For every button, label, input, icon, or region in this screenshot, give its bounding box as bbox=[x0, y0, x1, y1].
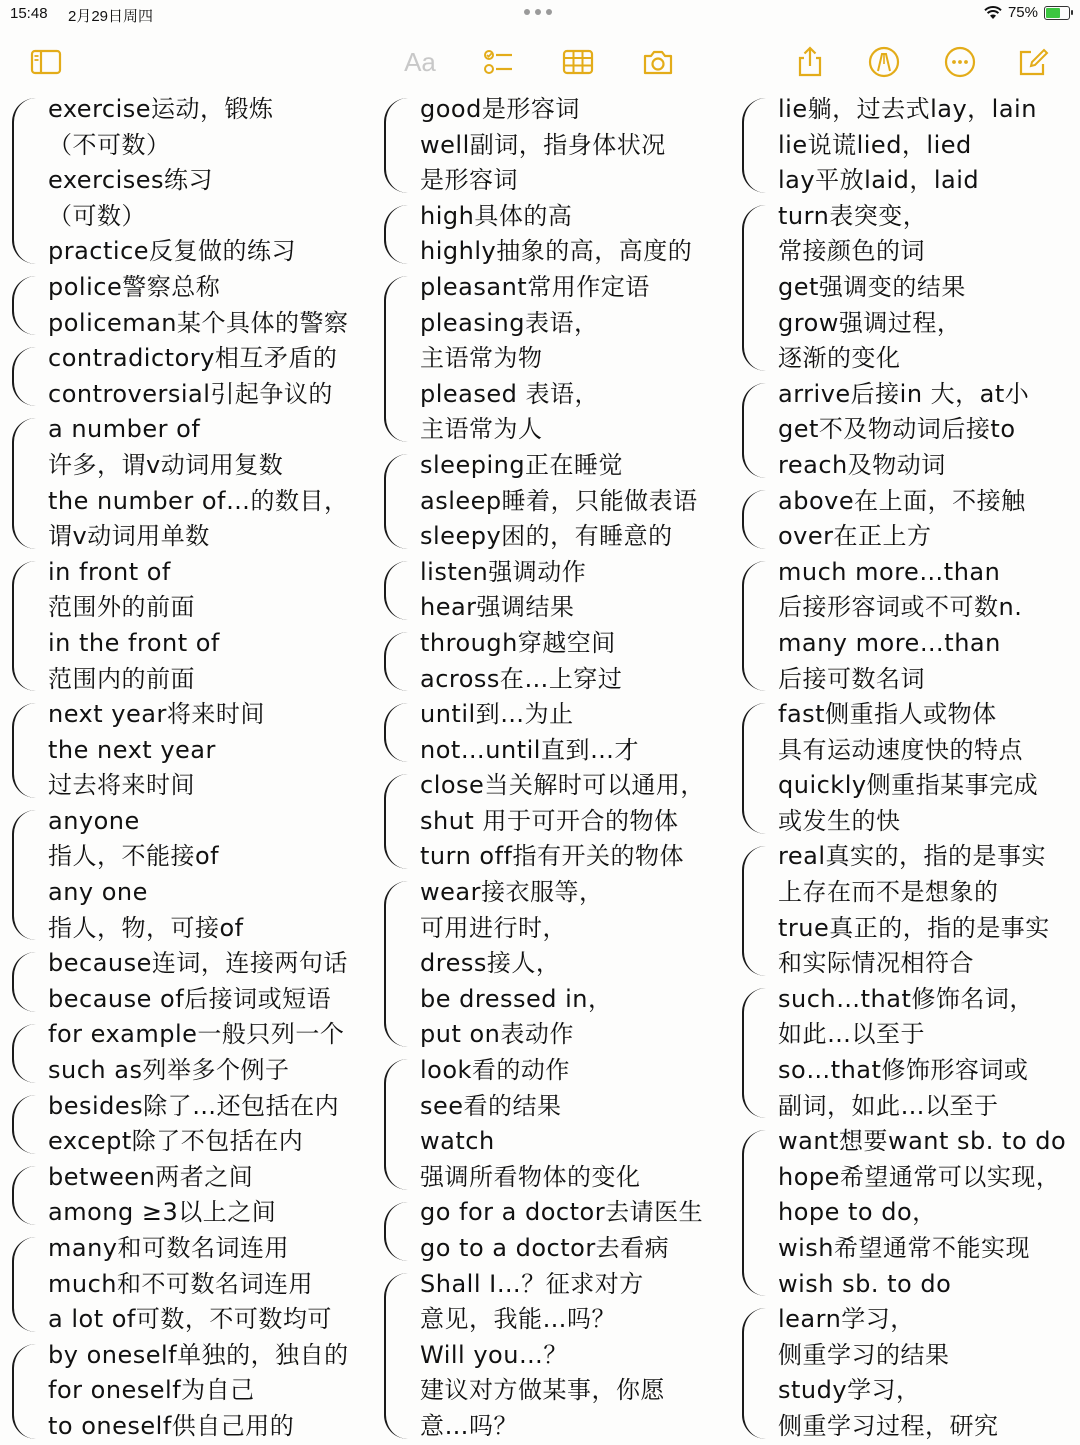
camera-button[interactable] bbox=[638, 42, 678, 82]
note-line: 许多，谓v动词用复数 bbox=[48, 450, 284, 479]
group-bracket bbox=[742, 383, 766, 478]
note-line: such as列举多个例子 bbox=[48, 1056, 290, 1085]
note-line: anyone bbox=[48, 806, 140, 835]
note-line: be dressed in， bbox=[420, 984, 613, 1013]
note-line: the next year bbox=[48, 735, 216, 764]
note-line: lie躺，过去式lay，lain bbox=[778, 95, 1037, 123]
note-line: 可用进行时， bbox=[420, 913, 567, 942]
note-line: much more…than bbox=[778, 557, 1001, 586]
note-line: sleeping正在睡觉 bbox=[420, 450, 624, 479]
group-bracket bbox=[12, 1095, 36, 1154]
group-bracket bbox=[384, 276, 408, 442]
note-line: get强调变的结果 bbox=[778, 272, 966, 301]
note-line: Will you…？ bbox=[420, 1340, 568, 1369]
note-line: many more…than bbox=[778, 628, 1001, 657]
wifi-icon bbox=[984, 6, 1002, 20]
notes-column-1 bbox=[48, 92, 349, 1445]
note-line: hope希望通常可以实现， bbox=[778, 1162, 1061, 1191]
note-line: pleased 表语， bbox=[420, 379, 600, 408]
note-line: real真实的，指的是事实 bbox=[778, 842, 1046, 871]
note-line: by oneself单独的，独自的 bbox=[48, 1340, 349, 1369]
note-line: grow强调过程， bbox=[778, 308, 962, 337]
group-bracket bbox=[384, 561, 408, 620]
note-line: policeman某个具体的警察 bbox=[48, 308, 349, 337]
group-bracket bbox=[12, 1237, 36, 1332]
note-line: good是形容词 bbox=[420, 95, 580, 123]
note-line: see看的结果 bbox=[420, 1091, 562, 1120]
note-line: hear强调结果 bbox=[420, 593, 575, 622]
note-line: 建议对方做某事，你愿 bbox=[420, 1376, 665, 1405]
note-line: close当关解时可以通用， bbox=[420, 771, 705, 800]
group-bracket bbox=[384, 1059, 408, 1189]
note-line: 副词，如此…以至于 bbox=[778, 1091, 999, 1120]
note-line: go for a doctor去请医生 bbox=[420, 1198, 704, 1227]
note-line: 谓v动词用单数 bbox=[48, 522, 210, 551]
group-bracket bbox=[742, 490, 766, 549]
note-line: 主语常为物 bbox=[420, 344, 543, 373]
note-line: such…that修饰名词， bbox=[778, 984, 1034, 1013]
note-line: the number of…的数目， bbox=[48, 486, 349, 515]
note-line: 上存在而不是想象的 bbox=[778, 878, 999, 907]
group-bracket bbox=[384, 205, 408, 264]
note-line: for oneself为自己 bbox=[48, 1376, 255, 1405]
battery-percent: 75% bbox=[1007, 4, 1038, 21]
note-line: through穿越空间 bbox=[420, 628, 616, 657]
note-line: 是形容词 bbox=[420, 166, 518, 195]
group-bracket bbox=[384, 1202, 408, 1261]
note-line: 后接可数名词 bbox=[778, 664, 925, 693]
status-indicators bbox=[984, 4, 1070, 21]
notes-column-2 bbox=[420, 92, 705, 1445]
share-icon bbox=[793, 45, 827, 79]
more-button[interactable] bbox=[940, 42, 980, 82]
group-bracket bbox=[742, 98, 766, 193]
note-line: （不可数） bbox=[48, 130, 171, 159]
group-bracket bbox=[742, 205, 766, 371]
note-line: wish sb. to do bbox=[778, 1269, 952, 1298]
group-bracket bbox=[12, 952, 36, 1011]
note-line: any one bbox=[48, 878, 148, 907]
note-line: besides除了…还包括在内 bbox=[48, 1091, 340, 1120]
note-line: （可数） bbox=[48, 201, 146, 230]
note-line: 侧重学习的结果 bbox=[778, 1340, 950, 1369]
note-line: 后接形容词或不可数n. bbox=[778, 593, 1023, 622]
note-line: hope to do， bbox=[778, 1198, 937, 1227]
note-line: asleep睡着，只能做表语 bbox=[420, 486, 698, 515]
group-bracket bbox=[12, 561, 36, 691]
note-line: dress接人， bbox=[420, 949, 561, 978]
notes-toolbar bbox=[0, 36, 1080, 86]
note-line: police警察总称 bbox=[48, 272, 221, 301]
pen-tip-icon bbox=[867, 45, 901, 79]
note-line: 过去将来时间 bbox=[48, 771, 195, 800]
note-line: practice反复做的练习 bbox=[48, 237, 297, 266]
note-line: put on表动作 bbox=[420, 1020, 574, 1049]
group-bracket bbox=[742, 988, 766, 1118]
note-line: turn表突变， bbox=[778, 201, 928, 230]
group-bracket bbox=[12, 347, 36, 406]
group-bracket bbox=[12, 810, 36, 940]
note-line: to oneself供自己用的 bbox=[48, 1411, 295, 1440]
note-line: true真正的，指的是事实 bbox=[778, 913, 1050, 942]
note-line: 和实际情况相符合 bbox=[778, 949, 974, 978]
table-icon bbox=[561, 45, 595, 79]
note-line: among ≥3以上之间 bbox=[48, 1198, 277, 1227]
note-line: look看的动作 bbox=[420, 1056, 570, 1085]
note-line: 范围内的前面 bbox=[48, 664, 195, 693]
note-line: in the front of bbox=[48, 628, 220, 657]
group-bracket bbox=[384, 881, 408, 1047]
note-line: Shall I…？征求对方 bbox=[420, 1269, 644, 1298]
note-line: 主语常为人 bbox=[420, 415, 543, 444]
camera-icon bbox=[641, 45, 675, 79]
note-line: shut 用于可开合的物体 bbox=[420, 806, 679, 835]
note-line: go to a doctor去看病 bbox=[420, 1234, 670, 1262]
note-line: across在…上穿过 bbox=[420, 664, 623, 693]
note-line: much和不可数名词连用 bbox=[48, 1269, 313, 1298]
group-bracket bbox=[384, 1273, 408, 1439]
note-line: arrive后接in 大，at小 bbox=[778, 379, 1030, 408]
multitasking-dots[interactable] bbox=[524, 9, 552, 15]
note-line: pleasant常用作定语 bbox=[420, 272, 650, 301]
note-line: for example一般只列一个 bbox=[48, 1020, 345, 1049]
sidebar-icon bbox=[29, 45, 63, 79]
note-line: a lot of可数，不可数均可 bbox=[48, 1305, 332, 1334]
note-line: 范围外的前面 bbox=[48, 593, 195, 622]
group-bracket bbox=[12, 1344, 36, 1439]
format-button[interactable]: Aa bbox=[404, 46, 436, 77]
markup-button[interactable] bbox=[864, 42, 904, 82]
note-line: study学习， bbox=[778, 1376, 921, 1405]
note-line: 常接颜色的词 bbox=[778, 237, 925, 266]
group-bracket bbox=[12, 1024, 36, 1083]
note-line: quickly侧重指某事完成 bbox=[778, 771, 1039, 800]
status-time: 15:48 bbox=[10, 5, 48, 22]
note-line: over在正上方 bbox=[778, 522, 932, 551]
compose-button[interactable] bbox=[1014, 42, 1054, 82]
note-line: above在上面，不接触 bbox=[778, 486, 1026, 515]
group-bracket bbox=[12, 98, 36, 264]
note-line: next year将来时间 bbox=[48, 700, 265, 729]
group-bracket bbox=[384, 454, 408, 549]
note-line: exercise运动，锻炼 bbox=[48, 95, 274, 123]
note-line: so…that修饰形容词或 bbox=[778, 1056, 1029, 1085]
sidebar-toggle-button[interactable] bbox=[26, 42, 66, 82]
note-line: 意见，我能…吗？ bbox=[420, 1305, 616, 1334]
note-line: 意…吗？ bbox=[420, 1411, 518, 1440]
note-line: exercises练习 bbox=[48, 166, 214, 195]
note-line: wear接衣服等， bbox=[420, 878, 604, 907]
note-line: want想要want sb. to do bbox=[778, 1127, 1067, 1156]
group-bracket bbox=[742, 1308, 766, 1438]
group-bracket bbox=[742, 846, 766, 976]
note-line: until到…为止 bbox=[420, 700, 574, 729]
battery-icon bbox=[1044, 6, 1070, 20]
note-line: in front of bbox=[48, 557, 171, 586]
note-line: highly抽象的高，高度的 bbox=[420, 237, 693, 266]
note-line: listen强调动作 bbox=[420, 557, 587, 586]
group-bracket bbox=[12, 1166, 36, 1225]
notes-column-3 bbox=[778, 92, 1066, 1445]
group-bracket bbox=[12, 418, 36, 548]
note-line: a number of bbox=[48, 415, 201, 444]
note-line: 具有运动速度快的特点 bbox=[778, 735, 1023, 764]
note-line: well副词，指身体状况 bbox=[420, 130, 666, 159]
note-line: fast侧重指人或物体 bbox=[778, 700, 997, 729]
checklist-icon bbox=[481, 45, 515, 79]
status-bar bbox=[0, 0, 1080, 26]
checklist-button[interactable] bbox=[478, 42, 518, 82]
note-line: 指人，不能接of bbox=[48, 842, 220, 871]
note-line: between两者之间 bbox=[48, 1162, 254, 1191]
note-line: watch bbox=[420, 1127, 495, 1156]
note-line: wish希望通常不能实现 bbox=[778, 1234, 1031, 1262]
note-line: controversial引起争议的 bbox=[48, 379, 333, 408]
note-line: sleepy困的，有睡意的 bbox=[420, 522, 673, 551]
group-bracket bbox=[384, 703, 408, 762]
group-bracket bbox=[742, 561, 766, 691]
compose-icon bbox=[1017, 45, 1051, 79]
note-line: 侧重学习过程，研究 bbox=[778, 1411, 999, 1440]
note-line: except除了不包括在内 bbox=[48, 1127, 304, 1156]
note-line: 如此…以至于 bbox=[778, 1020, 925, 1049]
group-bracket bbox=[384, 632, 408, 691]
group-bracket bbox=[742, 1130, 766, 1296]
more-icon bbox=[943, 45, 977, 79]
note-line: get不及物动词后接to bbox=[778, 415, 1016, 444]
note-line: pleasing表语， bbox=[420, 308, 599, 337]
share-button[interactable] bbox=[790, 42, 830, 82]
note-line: learn学习， bbox=[778, 1305, 915, 1334]
note-line: many和可数名词连用 bbox=[48, 1234, 289, 1262]
note-line: because of后接词或短语 bbox=[48, 984, 332, 1013]
group-bracket bbox=[384, 98, 408, 193]
note-line: 强调所看物体的变化 bbox=[420, 1162, 641, 1191]
group-bracket bbox=[384, 774, 408, 869]
note-line: reach及物动词 bbox=[778, 450, 946, 479]
note-line: contradictory相互矛盾的 bbox=[48, 344, 338, 373]
note-line: high具体的高 bbox=[420, 201, 573, 230]
status-date: 2月29日周四 bbox=[68, 8, 154, 25]
note-line: 指人，物，可接of bbox=[48, 913, 244, 942]
note-line: 逐渐的变化 bbox=[778, 344, 901, 373]
note-line: not…until直到…才 bbox=[420, 735, 639, 764]
note-line: lie说谎lied，lied bbox=[778, 130, 972, 159]
group-bracket bbox=[12, 703, 36, 798]
note-line: turn off指有开关的物体 bbox=[420, 842, 684, 871]
note-line: lay平放laid，laid bbox=[778, 166, 980, 195]
group-bracket bbox=[12, 276, 36, 335]
note-line: 或发生的快 bbox=[778, 806, 901, 835]
table-button[interactable] bbox=[558, 42, 598, 82]
group-bracket bbox=[742, 703, 766, 833]
note-line: because连词，连接两句话 bbox=[48, 949, 348, 978]
